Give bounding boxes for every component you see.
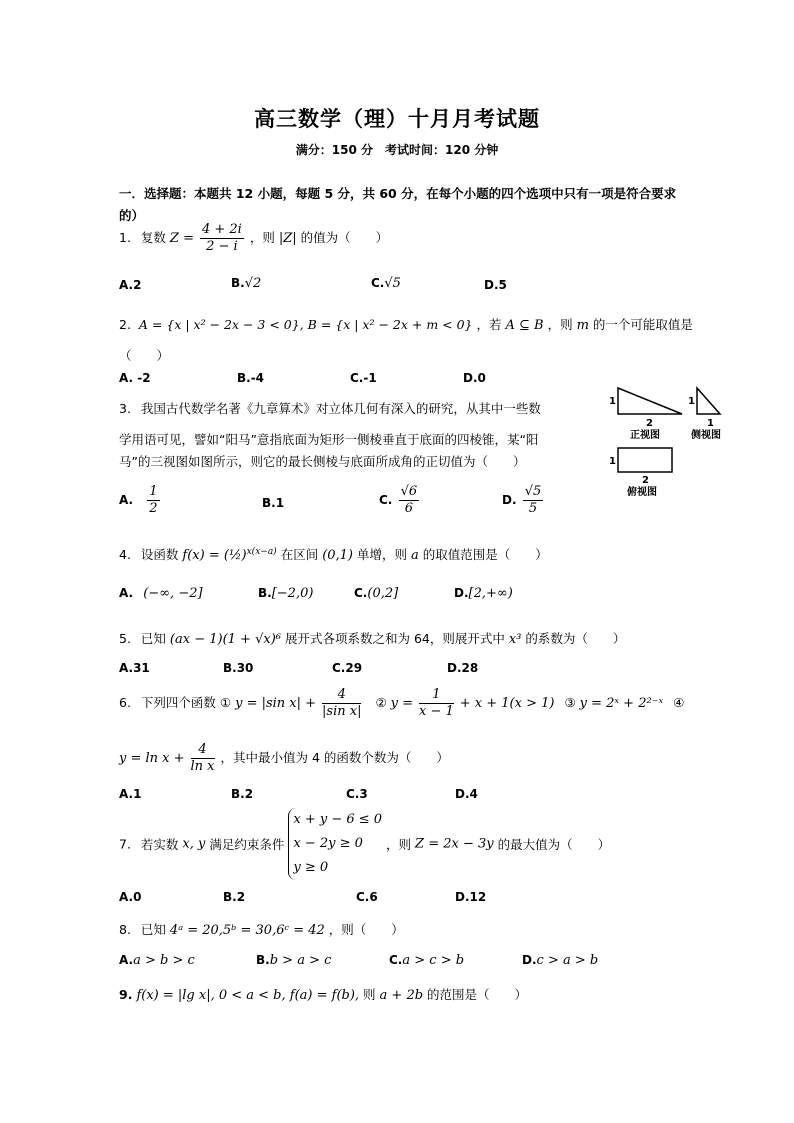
formula: f(x) = |lg x|, 0 < a < b, f(a) = f(b), bbox=[136, 988, 360, 1003]
formula: b > a > c bbox=[269, 953, 332, 968]
marker: ② bbox=[375, 695, 387, 710]
denominator: 2 − i bbox=[206, 239, 238, 254]
formula: [−2,0) bbox=[271, 586, 314, 601]
top-view-rectangle bbox=[618, 448, 672, 472]
option-label: B. bbox=[256, 953, 270, 967]
question-text: 学用语可见，譬如“阳马”意指底面为矩形一侧棱垂直于底面的四棱锥，某“阳 bbox=[119, 432, 539, 447]
formula: a + 2b bbox=[379, 988, 424, 1003]
option-b[interactable]: B.30 bbox=[223, 661, 254, 675]
formula: (−∞, −2] bbox=[143, 586, 203, 601]
option-c[interactable] bbox=[379, 484, 421, 517]
formula: (ax − 1)(1 + √x)⁶ bbox=[169, 632, 281, 647]
question-2 bbox=[119, 315, 693, 333]
fraction bbox=[147, 484, 159, 517]
formula: x³ bbox=[508, 632, 522, 647]
question-text: ，则 bbox=[386, 837, 412, 852]
option-label: C. bbox=[371, 276, 385, 290]
question-number: 3. bbox=[119, 401, 131, 416]
formula: a > c > b bbox=[402, 953, 465, 968]
formula: |Z| bbox=[278, 231, 297, 246]
question-text: ，其中最小值为 4 的函数个数为（ ） bbox=[220, 750, 449, 765]
option-c[interactable]: C.-1 bbox=[350, 371, 377, 385]
option-b[interactable] bbox=[231, 276, 261, 291]
question-text: 展开式各项系数之和为 64，则展开式中 bbox=[284, 631, 505, 646]
option-c[interactable]: C.29 bbox=[332, 661, 363, 675]
option-d[interactable] bbox=[502, 484, 545, 517]
option-label: A. bbox=[119, 953, 134, 967]
marker: ③ bbox=[564, 695, 576, 710]
question-6-line-2 bbox=[119, 742, 449, 775]
constraint: y ≥ 0 bbox=[293, 860, 329, 875]
denominator: 6 bbox=[404, 501, 413, 516]
option-label: A. bbox=[119, 586, 134, 600]
question-number: 4. bbox=[119, 547, 131, 562]
question-text: （ ） bbox=[119, 348, 170, 363]
top-view-label: 俯视图 bbox=[627, 487, 657, 498]
option-a[interactable]: A.1 bbox=[119, 787, 142, 801]
section-heading: 一．选择题：本题共 12 小题，每题 5 分，共 60 分，在每个小题的四个选项中只有一项是符合要求的） bbox=[119, 186, 677, 223]
constraint: x + y − 6 ≤ 0 bbox=[293, 812, 383, 827]
formula: x, y bbox=[182, 836, 206, 852]
question-text: 我国古代数学名著《九章算术》对立体几何有深入的研究，从其中一些数 bbox=[140, 401, 541, 416]
option-d[interactable]: D.0 bbox=[463, 371, 486, 385]
question-1 bbox=[119, 222, 388, 255]
question-text: ，则 bbox=[547, 317, 573, 332]
exponent: x(x−a) bbox=[246, 546, 277, 557]
denominator: |sin x| bbox=[322, 704, 362, 719]
option-label: C. bbox=[354, 586, 368, 600]
option-a[interactable] bbox=[119, 484, 162, 517]
formula: a bbox=[411, 548, 419, 563]
question-text: 下列四个函数 ① bbox=[140, 695, 232, 710]
formula: 4ᵃ = 20,5ᵇ = 30,6ᶜ = 42 bbox=[169, 923, 325, 938]
option-c[interactable] bbox=[371, 276, 401, 291]
front-view-width: 2 bbox=[646, 418, 653, 429]
question-text: ，若 bbox=[476, 317, 502, 332]
numerator: 1 bbox=[149, 484, 158, 499]
formula: √2 bbox=[244, 276, 262, 291]
denominator: 5 bbox=[528, 501, 538, 516]
question-7 bbox=[119, 808, 610, 880]
numerator: 4 bbox=[322, 687, 361, 704]
fraction bbox=[200, 222, 244, 255]
page-subtitle: 满分：150 分 考试时间：120 分钟 bbox=[295, 143, 499, 157]
option-d[interactable] bbox=[522, 953, 598, 968]
front-view-height: 1 bbox=[609, 396, 616, 407]
question-text: 单增，则 bbox=[357, 547, 408, 562]
side-view-triangle bbox=[697, 388, 720, 414]
option-label: D. bbox=[454, 586, 469, 600]
formula: c > a > b bbox=[536, 953, 599, 968]
option-a[interactable]: A.31 bbox=[119, 661, 150, 675]
question-text: 设函数 bbox=[140, 547, 179, 562]
question-text: ，则（ ） bbox=[328, 922, 404, 937]
option-b[interactable] bbox=[256, 953, 331, 968]
option-label: B. bbox=[231, 276, 245, 290]
question-5 bbox=[119, 629, 625, 647]
question-text: 已知 bbox=[140, 922, 166, 937]
constraint-system bbox=[288, 808, 382, 880]
numerator: 4 bbox=[191, 742, 215, 759]
fraction bbox=[523, 484, 544, 517]
question-text: 马”的三视图如图所示，则它的最长侧棱与底面所成角的正切值为（ ） bbox=[119, 454, 526, 469]
option-c[interactable] bbox=[354, 586, 398, 601]
option-a[interactable]: A.2 bbox=[119, 278, 142, 292]
option-a[interactable]: A.0 bbox=[119, 890, 142, 904]
formula: √5 bbox=[384, 276, 401, 291]
question-4 bbox=[119, 545, 548, 563]
question-text: 已知 bbox=[140, 631, 166, 646]
question-number: 2. bbox=[119, 317, 131, 332]
front-view-triangle bbox=[618, 388, 682, 414]
option-c[interactable] bbox=[389, 953, 464, 968]
option-label: C. bbox=[389, 953, 403, 967]
option-b[interactable]: B.1 bbox=[262, 496, 285, 510]
option-d[interactable]: D.12 bbox=[455, 890, 487, 904]
option-d[interactable]: D.5 bbox=[484, 278, 507, 292]
option-label: D. bbox=[522, 953, 537, 967]
question-text: 的取值范围是（ ） bbox=[422, 547, 548, 562]
formula: y = bbox=[390, 696, 414, 711]
option-a[interactable] bbox=[119, 586, 203, 601]
question-number: 1. bbox=[119, 230, 131, 245]
option-a[interactable]: A. -2 bbox=[119, 371, 151, 385]
question-text: ，则 bbox=[249, 230, 275, 245]
formula: y = 2ˣ + 2²⁻ˣ bbox=[579, 696, 664, 711]
option-label: D. bbox=[502, 493, 517, 507]
formula: + x + 1(x > 1) bbox=[459, 696, 555, 711]
question-text: 的值为（ ） bbox=[300, 230, 389, 245]
front-view-label: 正视图 bbox=[630, 430, 660, 441]
formula: Z = bbox=[169, 231, 194, 246]
fraction bbox=[322, 687, 361, 720]
denominator: 2 bbox=[149, 501, 158, 516]
numerator: 4 + 2i bbox=[201, 222, 242, 237]
question-number: 7. bbox=[119, 836, 131, 852]
option-b[interactable]: B.2 bbox=[223, 890, 246, 904]
fraction bbox=[191, 742, 215, 775]
formula: f(x) = (½) bbox=[182, 548, 247, 563]
option-b[interactable]: B.-4 bbox=[237, 371, 265, 385]
numerator: √6 bbox=[400, 484, 418, 499]
formula: (0,2] bbox=[367, 586, 399, 601]
question-number: 9. bbox=[119, 987, 133, 1002]
option-b[interactable]: B.2 bbox=[231, 787, 254, 801]
question-text: 的一个可能取值是 bbox=[592, 317, 693, 332]
formula: a > b > c bbox=[133, 953, 195, 968]
option-c[interactable]: C.6 bbox=[356, 890, 378, 904]
question-3 bbox=[119, 399, 541, 417]
three-view-figure bbox=[605, 382, 735, 502]
question-text: 的最大值为（ ） bbox=[497, 837, 611, 852]
formula: A ⊆ B bbox=[505, 318, 544, 333]
question-text: 若实数 bbox=[140, 837, 179, 852]
top-view-height: 1 bbox=[609, 456, 616, 467]
formula: Z = 2x − 3y bbox=[415, 836, 494, 852]
option-d[interactable]: D.4 bbox=[455, 787, 478, 801]
option-b[interactable] bbox=[258, 586, 313, 601]
question-6 bbox=[119, 687, 684, 720]
fraction bbox=[419, 687, 454, 720]
fraction bbox=[399, 484, 420, 517]
marker: ④ bbox=[673, 695, 685, 710]
question-text: 复数 bbox=[140, 230, 166, 245]
formula: y = ln x + bbox=[119, 751, 185, 766]
question-text: 的系数为（ ） bbox=[525, 631, 626, 646]
side-view-height: 1 bbox=[688, 396, 695, 407]
question-text: 的范围是（ ） bbox=[427, 987, 528, 1002]
side-view-width: 1 bbox=[707, 418, 714, 429]
option-label: A. bbox=[119, 493, 134, 507]
formula: y = |sin x| + bbox=[235, 696, 317, 711]
question-number: 5. bbox=[119, 631, 131, 646]
question-number: 6. bbox=[119, 695, 131, 710]
question-8 bbox=[119, 920, 404, 938]
formula: m bbox=[576, 318, 589, 333]
option-d[interactable]: D.28 bbox=[447, 661, 479, 675]
formula: (0,1) bbox=[322, 548, 354, 563]
option-c[interactable]: C.3 bbox=[346, 787, 368, 801]
question-text: 在区间 bbox=[280, 547, 319, 562]
option-d[interactable] bbox=[454, 586, 513, 601]
side-view-label: 侧视图 bbox=[691, 430, 721, 441]
numerator: 1 bbox=[419, 687, 454, 704]
question-number: 8. bbox=[119, 922, 131, 937]
formula: [2,+∞) bbox=[468, 586, 513, 601]
option-label: B. bbox=[258, 586, 272, 600]
option-label: C. bbox=[379, 493, 393, 507]
question-text: 则 bbox=[363, 987, 376, 1002]
denominator: x − 1 bbox=[419, 704, 454, 719]
formula: A = {x | x² − 2x − 3 < 0}, B = {x | x² − 2x + m < 0} bbox=[138, 317, 473, 332]
denominator: ln x bbox=[190, 759, 215, 774]
numerator: √5 bbox=[524, 484, 542, 499]
question-9 bbox=[119, 985, 527, 1003]
option-a[interactable] bbox=[119, 953, 195, 968]
question-text: 满足约束条件 bbox=[209, 837, 285, 852]
page-title: 高三数学（理）十月月考试题 bbox=[254, 107, 540, 131]
top-view-width: 2 bbox=[642, 475, 649, 486]
constraint: x − 2y ≥ 0 bbox=[293, 836, 363, 851]
